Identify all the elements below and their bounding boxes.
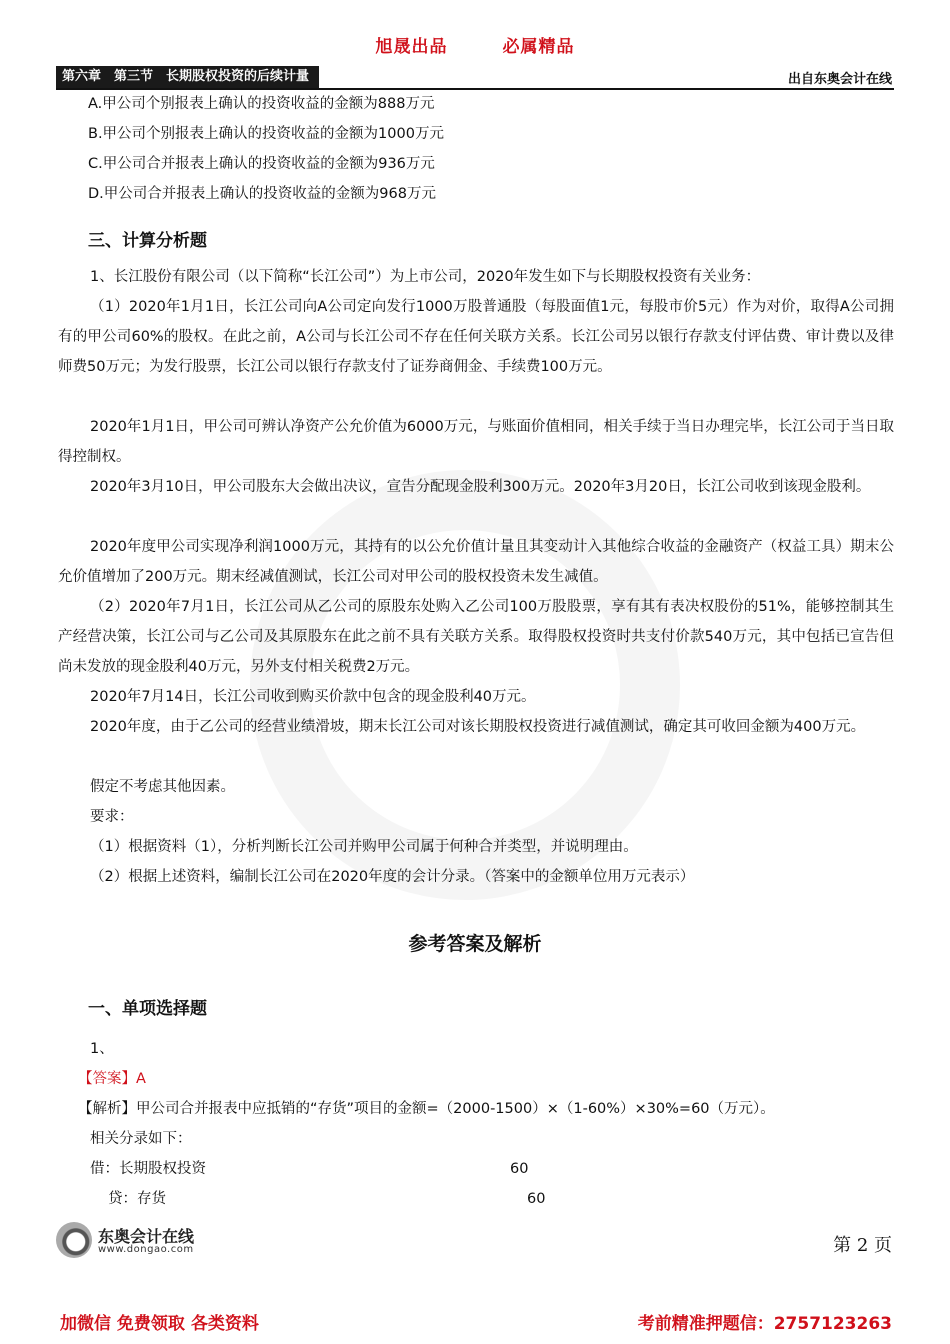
banner-left: 旭晟出品 xyxy=(375,37,448,57)
debit-entry: 借：长期股权投资 xyxy=(90,1161,206,1177)
footer-promo-left: 加微信 免费领取 各类资料 xyxy=(60,1314,259,1334)
top-banner xyxy=(0,32,950,57)
credit-amount: 60 xyxy=(527,1191,546,1207)
option-d: D.甲公司合并报表上确认的投资收益的金额为968万元 xyxy=(88,186,436,202)
section-heading-single: 一、单项选择题 xyxy=(88,999,207,1019)
entries-intro: 相关分录如下： xyxy=(90,1131,192,1147)
answer-title: 参考答案及解析 xyxy=(408,933,542,955)
material-2-p2: 2020年7月14日，长江公司收到购买价款中包含的现金股利40万元。 xyxy=(90,689,536,705)
material-1-p4: 2020年度甲公司实现净利润1000万元，其持有的以公允价值计量且其变动计入其他综合收益的金融资产（权益工具）期末公允价值增加了200万元。期末经减值测试，长江公司对甲公司的股权投资未发生减值。 xyxy=(58,539,894,585)
material-2-p3: 2020年度，由于乙公司的经营业绩滑坡，期末长江公司对该长期股权投资进行减值测试，确定其可收回金额为400万元。 xyxy=(90,719,866,735)
question-intro: 1、长江股份有限公司（以下简称“长江公司”）为上市公司，2020年发生如下与长期股权投资有关业务： xyxy=(90,269,761,285)
option-a: A.甲公司个别报表上确认的投资收益的金额为888万元 xyxy=(88,96,435,112)
option-b: B.甲公司个别报表上确认的投资收益的金额为1000万元 xyxy=(88,126,444,142)
material-1-p3: 2020年3月10日，甲公司股东大会做出决议，宣告分配现金股利300万元。2020年3月20日，长江公司收到该现金股利。 xyxy=(90,479,871,495)
footer-promo-right: 考前精准押题信：2757123263 xyxy=(637,1314,892,1334)
page-number: 第 2 页 xyxy=(833,1235,892,1256)
option-c: C.甲公司合并报表上确认的投资收益的金额为936万元 xyxy=(88,156,435,172)
logo-mark-icon xyxy=(56,1222,92,1258)
material-1: （1）2020年1月1日，长江公司向A公司定向发行1000万股普通股（每股面值1元，每股市价5元）作为对价，取得A公司拥有的甲公司60%的股权。在此之前，A公司与长江公司不存在任何关联方关系。长江公司另以银行存款支付评估费、审计费以及律师费50万元；为发行股票，长江公司以银行存款支付了证券商佣金、手续费100万元。 xyxy=(58,299,894,375)
question-number: 1、 xyxy=(90,1041,114,1057)
section-heading-calc: 三、计算分析题 xyxy=(88,231,207,251)
requirement-2: （2）根据上述资料，编制长江公司在2020年度的会计分录。（答案中的金额单位用万元表示） xyxy=(90,869,695,885)
credit-entry: 贷：存货 xyxy=(108,1191,166,1207)
source-label: 出自东奥会计在线 xyxy=(787,72,892,87)
analysis-label: 【解析】 xyxy=(78,1101,136,1117)
answer-line xyxy=(78,1064,146,1094)
answer-label: 【答案】 xyxy=(78,1071,136,1087)
chapter-header: 第六章 第三节 长期股权投资的后续计量 xyxy=(56,66,319,88)
analysis-line xyxy=(78,1094,775,1124)
analysis-text: 甲公司合并报表中应抵销的“存货”项目的金额=（2000-1500）×（1-60%）×30%=60（万元）。 xyxy=(136,1101,775,1117)
material-1-p2: 2020年1月1日，甲公司可辨认净资产公允价值为6000万元，与账面价值相同，相关手续于当日办理完毕，长江公司于当日取得控制权。 xyxy=(58,419,894,465)
requirements-label: 要求： xyxy=(90,809,134,825)
answer-value: A xyxy=(136,1071,146,1087)
banner-right: 必属精品 xyxy=(502,37,575,57)
debit-amount: 60 xyxy=(510,1161,529,1177)
material-2: （2）2020年7月1日，长江公司从乙公司的原股东处购入乙公司100万股股票，享有其有表决权股份的51%，能够控制其生产经营决策，长江公司与乙公司及其原股东在此之前不具有关联方关系。取得股权投资时共支付价款540万元，其中包括已宣告但尚未发放的现金股利40万元，另外支付相关税费2万元。 xyxy=(58,599,894,675)
assumption: 假定不考虑其他因素。 xyxy=(90,779,235,795)
logo-url: www.dongao.com xyxy=(98,1244,194,1255)
logo-name: 东奥会计在线 xyxy=(98,1227,195,1246)
requirement-1: （1）根据资料（1），分析判断长江公司并购甲公司属于何种合并类型，并说明理由。 xyxy=(90,839,638,855)
